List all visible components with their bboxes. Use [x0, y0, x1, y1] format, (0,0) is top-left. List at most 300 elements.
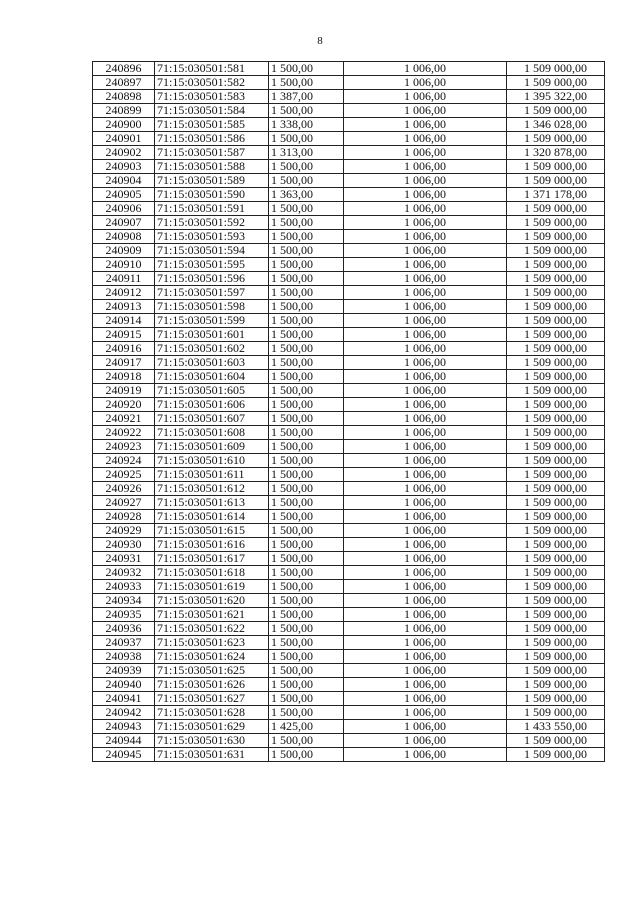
unit-value-cell: 1 006,00 [344, 664, 507, 678]
area-cell: 1 500,00 [269, 342, 344, 356]
table-row [93, 566, 605, 580]
total-value-cell: 1 509 000,00 [507, 678, 605, 692]
row-id-cell: 240903 [93, 160, 155, 174]
area-cell: 1 500,00 [269, 104, 344, 118]
unit-value-cell: 1 006,00 [344, 188, 507, 202]
row-id-cell: 240939 [93, 664, 155, 678]
total-value-cell: 1 509 000,00 [507, 314, 605, 328]
area-cell: 1 500,00 [269, 510, 344, 524]
unit-value-cell: 1 006,00 [344, 538, 507, 552]
cadastral-number-cell: 71:15:030501:624 [155, 650, 269, 664]
table-row [93, 216, 605, 230]
total-value-cell: 1 509 000,00 [507, 342, 605, 356]
cadastral-number-cell: 71:15:030501:619 [155, 580, 269, 594]
row-id-cell: 240920 [93, 398, 155, 412]
total-value-cell: 1 509 000,00 [507, 272, 605, 286]
row-id-cell: 240932 [93, 566, 155, 580]
cadastral-number-cell: 71:15:030501:631 [155, 748, 269, 762]
row-id-cell: 240921 [93, 412, 155, 426]
table-row [93, 384, 605, 398]
area-cell: 1 500,00 [269, 692, 344, 706]
area-cell: 1 500,00 [269, 678, 344, 692]
cadastral-number-cell: 71:15:030501:602 [155, 342, 269, 356]
cadastral-number-cell: 71:15:030501:590 [155, 188, 269, 202]
unit-value-cell: 1 006,00 [344, 566, 507, 580]
unit-value-cell: 1 006,00 [344, 510, 507, 524]
cadastral-number-cell: 71:15:030501:628 [155, 706, 269, 720]
cadastral-number-cell: 71:15:030501:605 [155, 384, 269, 398]
cadastral-number-cell: 71:15:030501:608 [155, 426, 269, 440]
table-row [93, 160, 605, 174]
cadastral-number-cell: 71:15:030501:581 [155, 62, 269, 76]
row-id-cell: 240900 [93, 118, 155, 132]
table-row [93, 482, 605, 496]
table-row [93, 594, 605, 608]
total-value-cell: 1 509 000,00 [507, 216, 605, 230]
unit-value-cell: 1 006,00 [344, 384, 507, 398]
area-cell: 1 500,00 [269, 622, 344, 636]
cadastral-number-cell: 71:15:030501:610 [155, 454, 269, 468]
table-row [93, 90, 605, 104]
table-row [93, 286, 605, 300]
cadastral-number-cell: 71:15:030501:603 [155, 356, 269, 370]
cadastral-number-cell: 71:15:030501:622 [155, 622, 269, 636]
area-cell: 1 500,00 [269, 468, 344, 482]
row-id-cell: 240916 [93, 342, 155, 356]
total-value-cell: 1 509 000,00 [507, 412, 605, 426]
unit-value-cell: 1 006,00 [344, 174, 507, 188]
table-row [93, 524, 605, 538]
cadastral-number-cell: 71:15:030501:588 [155, 160, 269, 174]
table-row [93, 552, 605, 566]
total-value-cell: 1 509 000,00 [507, 510, 605, 524]
row-id-cell: 240945 [93, 748, 155, 762]
total-value-cell: 1 509 000,00 [507, 160, 605, 174]
area-cell: 1 387,00 [269, 90, 344, 104]
unit-value-cell: 1 006,00 [344, 90, 507, 104]
area-cell: 1 500,00 [269, 454, 344, 468]
row-id-cell: 240904 [93, 174, 155, 188]
total-value-cell: 1 433 550,00 [507, 720, 605, 734]
table-row [93, 300, 605, 314]
cadastral-number-cell: 71:15:030501:591 [155, 202, 269, 216]
table-row [93, 580, 605, 594]
area-cell: 1 500,00 [269, 76, 344, 90]
area-cell: 1 500,00 [269, 132, 344, 146]
table-row [93, 538, 605, 552]
unit-value-cell: 1 006,00 [344, 692, 507, 706]
row-id-cell: 240913 [93, 300, 155, 314]
table-row [93, 398, 605, 412]
total-value-cell: 1 509 000,00 [507, 328, 605, 342]
total-value-cell: 1 509 000,00 [507, 370, 605, 384]
cadastral-number-cell: 71:15:030501:609 [155, 440, 269, 454]
table-row [93, 328, 605, 342]
cadastral-number-cell: 71:15:030501:623 [155, 636, 269, 650]
total-value-cell: 1 509 000,00 [507, 580, 605, 594]
row-id-cell: 240936 [93, 622, 155, 636]
area-cell: 1 500,00 [269, 538, 344, 552]
row-id-cell: 240925 [93, 468, 155, 482]
row-id-cell: 240942 [93, 706, 155, 720]
cadastral-number-cell: 71:15:030501:621 [155, 608, 269, 622]
total-value-cell: 1 509 000,00 [507, 230, 605, 244]
area-cell: 1 500,00 [269, 398, 344, 412]
table-row [93, 706, 605, 720]
area-cell: 1 500,00 [269, 62, 344, 76]
table-row [93, 650, 605, 664]
table-row [93, 720, 605, 734]
total-value-cell: 1 509 000,00 [507, 62, 605, 76]
row-id-cell: 240928 [93, 510, 155, 524]
table-row [93, 440, 605, 454]
cadastral-number-cell: 71:15:030501:598 [155, 300, 269, 314]
cadastral-number-cell: 71:15:030501:597 [155, 286, 269, 300]
area-cell: 1 338,00 [269, 118, 344, 132]
area-cell: 1 500,00 [269, 272, 344, 286]
row-id-cell: 240905 [93, 188, 155, 202]
cadastral-number-cell: 71:15:030501:606 [155, 398, 269, 412]
row-id-cell: 240924 [93, 454, 155, 468]
table-row [93, 370, 605, 384]
cadastral-number-cell: 71:15:030501:607 [155, 412, 269, 426]
row-id-cell: 240907 [93, 216, 155, 230]
table-row [93, 314, 605, 328]
unit-value-cell: 1 006,00 [344, 650, 507, 664]
row-id-cell: 240911 [93, 272, 155, 286]
unit-value-cell: 1 006,00 [344, 748, 507, 762]
row-id-cell: 240897 [93, 76, 155, 90]
total-value-cell: 1 509 000,00 [507, 734, 605, 748]
unit-value-cell: 1 006,00 [344, 580, 507, 594]
row-id-cell: 240896 [93, 62, 155, 76]
row-id-cell: 240937 [93, 636, 155, 650]
cadastral-number-cell: 71:15:030501:620 [155, 594, 269, 608]
cadastral-number-cell: 71:15:030501:618 [155, 566, 269, 580]
cadastral-number-cell: 71:15:030501:595 [155, 258, 269, 272]
unit-value-cell: 1 006,00 [344, 160, 507, 174]
area-cell: 1 500,00 [269, 258, 344, 272]
row-id-cell: 240929 [93, 524, 155, 538]
unit-value-cell: 1 006,00 [344, 454, 507, 468]
row-id-cell: 240918 [93, 370, 155, 384]
area-cell: 1 363,00 [269, 188, 344, 202]
total-value-cell: 1 509 000,00 [507, 76, 605, 90]
row-id-cell: 240919 [93, 384, 155, 398]
table-row [93, 244, 605, 258]
page-number: 8 [317, 35, 323, 47]
total-value-cell: 1 395 322,00 [507, 90, 605, 104]
area-cell: 1 500,00 [269, 328, 344, 342]
row-id-cell: 240927 [93, 496, 155, 510]
unit-value-cell: 1 006,00 [344, 286, 507, 300]
row-id-cell: 240943 [93, 720, 155, 734]
total-value-cell: 1 509 000,00 [507, 496, 605, 510]
total-value-cell: 1 509 000,00 [507, 622, 605, 636]
unit-value-cell: 1 006,00 [344, 398, 507, 412]
table-row [93, 272, 605, 286]
cadastral-number-cell: 71:15:030501:583 [155, 90, 269, 104]
unit-value-cell: 1 006,00 [344, 146, 507, 160]
area-cell: 1 500,00 [269, 608, 344, 622]
cadastral-number-cell: 71:15:030501:614 [155, 510, 269, 524]
total-value-cell: 1 509 000,00 [507, 482, 605, 496]
table-row [93, 62, 605, 76]
area-cell: 1 500,00 [269, 566, 344, 580]
row-id-cell: 240931 [93, 552, 155, 566]
unit-value-cell: 1 006,00 [344, 678, 507, 692]
table-row [93, 426, 605, 440]
cadastral-number-cell: 71:15:030501:630 [155, 734, 269, 748]
total-value-cell: 1 509 000,00 [507, 594, 605, 608]
table-row [93, 496, 605, 510]
total-value-cell: 1 509 000,00 [507, 104, 605, 118]
unit-value-cell: 1 006,00 [344, 328, 507, 342]
unit-value-cell: 1 006,00 [344, 440, 507, 454]
area-cell: 1 500,00 [269, 552, 344, 566]
area-cell: 1 500,00 [269, 734, 344, 748]
cadastral-number-cell: 71:15:030501:592 [155, 216, 269, 230]
cadastral-number-cell: 71:15:030501:589 [155, 174, 269, 188]
table-row [93, 692, 605, 706]
cadastral-number-cell: 71:15:030501:586 [155, 132, 269, 146]
total-value-cell: 1 509 000,00 [507, 608, 605, 622]
cadastral-number-cell: 71:15:030501:593 [155, 230, 269, 244]
cadastral-number-cell: 71:15:030501:629 [155, 720, 269, 734]
row-id-cell: 240940 [93, 678, 155, 692]
cadastral-number-cell: 71:15:030501:604 [155, 370, 269, 384]
cadastral-number-cell: 71:15:030501:613 [155, 496, 269, 510]
table-row [93, 188, 605, 202]
table-row [93, 104, 605, 118]
unit-value-cell: 1 006,00 [344, 132, 507, 146]
unit-value-cell: 1 006,00 [344, 258, 507, 272]
total-value-cell: 1 509 000,00 [507, 202, 605, 216]
unit-value-cell: 1 006,00 [344, 412, 507, 426]
area-cell: 1 500,00 [269, 440, 344, 454]
total-value-cell: 1 509 000,00 [507, 384, 605, 398]
area-cell: 1 500,00 [269, 216, 344, 230]
table-row [93, 748, 605, 762]
table-row [93, 608, 605, 622]
area-cell: 1 500,00 [269, 286, 344, 300]
total-value-cell: 1 509 000,00 [507, 454, 605, 468]
row-id-cell: 240906 [93, 202, 155, 216]
table-row [93, 412, 605, 426]
table-row [93, 118, 605, 132]
area-cell: 1 500,00 [269, 230, 344, 244]
table-row [93, 664, 605, 678]
row-id-cell: 240908 [93, 230, 155, 244]
total-value-cell: 1 509 000,00 [507, 524, 605, 538]
total-value-cell: 1 509 000,00 [507, 258, 605, 272]
row-id-cell: 240909 [93, 244, 155, 258]
total-value-cell: 1 509 000,00 [507, 748, 605, 762]
cadastral-number-cell: 71:15:030501:601 [155, 328, 269, 342]
cadastral-number-cell: 71:15:030501:596 [155, 272, 269, 286]
area-cell: 1 313,00 [269, 146, 344, 160]
table-row [93, 510, 605, 524]
total-value-cell: 1 509 000,00 [507, 426, 605, 440]
row-id-cell: 240902 [93, 146, 155, 160]
area-cell: 1 500,00 [269, 370, 344, 384]
total-value-cell: 1 509 000,00 [507, 706, 605, 720]
row-id-cell: 240899 [93, 104, 155, 118]
unit-value-cell: 1 006,00 [344, 230, 507, 244]
table-row [93, 146, 605, 160]
unit-value-cell: 1 006,00 [344, 552, 507, 566]
area-cell: 1 500,00 [269, 748, 344, 762]
unit-value-cell: 1 006,00 [344, 370, 507, 384]
table-row [93, 356, 605, 370]
area-cell: 1 500,00 [269, 496, 344, 510]
table-row [93, 342, 605, 356]
total-value-cell: 1 509 000,00 [507, 566, 605, 580]
table-row [93, 258, 605, 272]
total-value-cell: 1 509 000,00 [507, 538, 605, 552]
row-id-cell: 240901 [93, 132, 155, 146]
total-value-cell: 1 509 000,00 [507, 300, 605, 314]
cadastral-number-cell: 71:15:030501:594 [155, 244, 269, 258]
area-cell: 1 500,00 [269, 594, 344, 608]
cadastral-number-cell: 71:15:030501:587 [155, 146, 269, 160]
row-id-cell: 240914 [93, 314, 155, 328]
table-body [93, 62, 605, 762]
table-row [93, 132, 605, 146]
unit-value-cell: 1 006,00 [344, 496, 507, 510]
unit-value-cell: 1 006,00 [344, 314, 507, 328]
total-value-cell: 1 509 000,00 [507, 174, 605, 188]
total-value-cell: 1 509 000,00 [507, 356, 605, 370]
unit-value-cell: 1 006,00 [344, 62, 507, 76]
table-row [93, 202, 605, 216]
row-id-cell: 240915 [93, 328, 155, 342]
total-value-cell: 1 509 000,00 [507, 286, 605, 300]
unit-value-cell: 1 006,00 [344, 608, 507, 622]
total-value-cell: 1 509 000,00 [507, 132, 605, 146]
row-id-cell: 240934 [93, 594, 155, 608]
cadastral-number-cell: 71:15:030501:599 [155, 314, 269, 328]
total-value-cell: 1 509 000,00 [507, 650, 605, 664]
area-cell: 1 500,00 [269, 664, 344, 678]
unit-value-cell: 1 006,00 [344, 216, 507, 230]
table-row [93, 468, 605, 482]
row-id-cell: 240935 [93, 608, 155, 622]
unit-value-cell: 1 006,00 [344, 720, 507, 734]
total-value-cell: 1 509 000,00 [507, 552, 605, 566]
total-value-cell: 1 509 000,00 [507, 692, 605, 706]
cadastral-number-cell: 71:15:030501:625 [155, 664, 269, 678]
table-row [93, 734, 605, 748]
row-id-cell: 240923 [93, 440, 155, 454]
area-cell: 1 500,00 [269, 202, 344, 216]
row-id-cell: 240938 [93, 650, 155, 664]
total-value-cell: 1 320 878,00 [507, 146, 605, 160]
row-id-cell: 240926 [93, 482, 155, 496]
table-row [93, 76, 605, 90]
area-cell: 1 500,00 [269, 314, 344, 328]
cadastral-number-cell: 71:15:030501:585 [155, 118, 269, 132]
unit-value-cell: 1 006,00 [344, 76, 507, 90]
area-cell: 1 425,00 [269, 720, 344, 734]
total-value-cell: 1 371 178,00 [507, 188, 605, 202]
cadastral-number-cell: 71:15:030501:582 [155, 76, 269, 90]
row-id-cell: 240917 [93, 356, 155, 370]
row-id-cell: 240922 [93, 426, 155, 440]
cadastral-number-cell: 71:15:030501:617 [155, 552, 269, 566]
unit-value-cell: 1 006,00 [344, 118, 507, 132]
cadastral-value-table [92, 61, 605, 762]
area-cell: 1 500,00 [269, 244, 344, 258]
area-cell: 1 500,00 [269, 482, 344, 496]
table-row [93, 622, 605, 636]
cadastral-number-cell: 71:15:030501:615 [155, 524, 269, 538]
cadastral-number-cell: 71:15:030501:584 [155, 104, 269, 118]
row-id-cell: 240912 [93, 286, 155, 300]
cadastral-number-cell: 71:15:030501:611 [155, 468, 269, 482]
unit-value-cell: 1 006,00 [344, 426, 507, 440]
unit-value-cell: 1 006,00 [344, 104, 507, 118]
unit-value-cell: 1 006,00 [344, 636, 507, 650]
total-value-cell: 1 509 000,00 [507, 636, 605, 650]
cadastral-number-cell: 71:15:030501:626 [155, 678, 269, 692]
cadastral-number-cell: 71:15:030501:627 [155, 692, 269, 706]
table-row [93, 636, 605, 650]
area-cell: 1 500,00 [269, 650, 344, 664]
total-value-cell: 1 509 000,00 [507, 468, 605, 482]
area-cell: 1 500,00 [269, 580, 344, 594]
total-value-cell: 1 509 000,00 [507, 244, 605, 258]
area-cell: 1 500,00 [269, 174, 344, 188]
unit-value-cell: 1 006,00 [344, 356, 507, 370]
table-row [93, 454, 605, 468]
row-id-cell: 240910 [93, 258, 155, 272]
unit-value-cell: 1 006,00 [344, 300, 507, 314]
area-cell: 1 500,00 [269, 384, 344, 398]
unit-value-cell: 1 006,00 [344, 594, 507, 608]
unit-value-cell: 1 006,00 [344, 342, 507, 356]
area-cell: 1 500,00 [269, 412, 344, 426]
area-cell: 1 500,00 [269, 524, 344, 538]
area-cell: 1 500,00 [269, 706, 344, 720]
unit-value-cell: 1 006,00 [344, 468, 507, 482]
row-id-cell: 240944 [93, 734, 155, 748]
unit-value-cell: 1 006,00 [344, 622, 507, 636]
unit-value-cell: 1 006,00 [344, 482, 507, 496]
unit-value-cell: 1 006,00 [344, 734, 507, 748]
unit-value-cell: 1 006,00 [344, 244, 507, 258]
row-id-cell: 240933 [93, 580, 155, 594]
table-row [93, 678, 605, 692]
area-cell: 1 500,00 [269, 636, 344, 650]
unit-value-cell: 1 006,00 [344, 706, 507, 720]
area-cell: 1 500,00 [269, 160, 344, 174]
row-id-cell: 240930 [93, 538, 155, 552]
area-cell: 1 500,00 [269, 426, 344, 440]
total-value-cell: 1 509 000,00 [507, 440, 605, 454]
row-id-cell: 240941 [93, 692, 155, 706]
row-id-cell: 240898 [93, 90, 155, 104]
total-value-cell: 1 509 000,00 [507, 664, 605, 678]
area-cell: 1 500,00 [269, 300, 344, 314]
unit-value-cell: 1 006,00 [344, 524, 507, 538]
unit-value-cell: 1 006,00 [344, 272, 507, 286]
cadastral-number-cell: 71:15:030501:616 [155, 538, 269, 552]
table-row [93, 174, 605, 188]
total-value-cell: 1 509 000,00 [507, 398, 605, 412]
cadastral-number-cell: 71:15:030501:612 [155, 482, 269, 496]
area-cell: 1 500,00 [269, 356, 344, 370]
